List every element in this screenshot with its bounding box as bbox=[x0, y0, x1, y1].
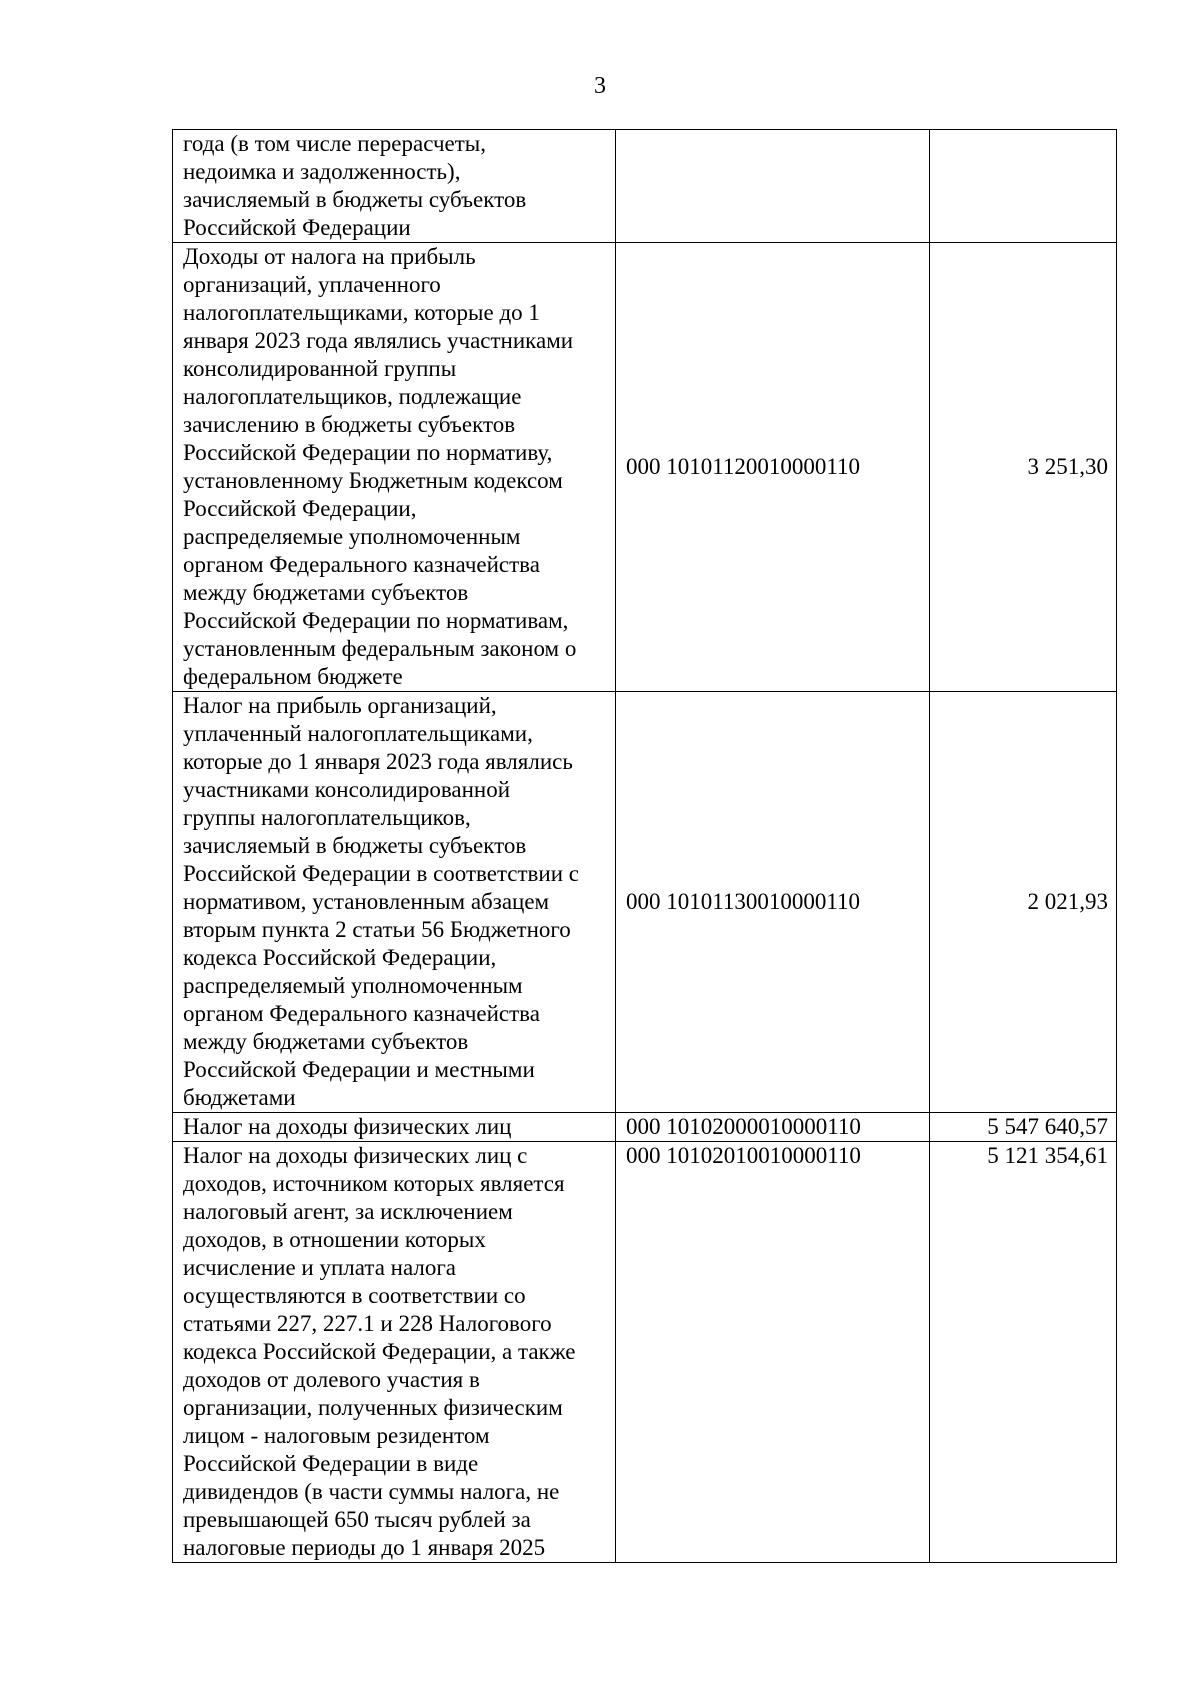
budget-classification-code: 000 10101130010000110 bbox=[616, 692, 930, 1113]
table-row bbox=[173, 130, 1117, 243]
revenue-table bbox=[172, 129, 1117, 1563]
revenue-description: Налог на доходы физических лиц bbox=[173, 1113, 616, 1142]
table-row bbox=[173, 243, 1117, 692]
revenue-description: Налог на доходы физических лиц с доходов, источником которых является налоговый агент, за исключением доходов, в отношении которых исчисление и уплата налога осуществляются в соответствии со статьями 227, 227.1 и 228 Налогового кодекса Российской Федерации, а также доходов от долевого участия в организации, полученных физическим лицом - налоговым резидентом Российской Федерации в виде дивидендов (в части суммы налога, не превышающей 650 тысяч рублей за налоговые периоды до 1 января 2025 bbox=[173, 1142, 616, 1563]
budget-classification-code: 000 10101120010000110 bbox=[616, 243, 930, 692]
revenue-description: Доходы от налога на прибыль организаций, уплаченного налогоплательщиками, которые до 1 января 2023 года являлись участниками консолидированной группы налогоплательщиков, подлежащие зачислению в бюджеты субъектов Российской Федерации по нормативу, установленному Бюджетным кодексом Российской Федерации, распределяемые уполномоченным органом Федерального казначейства между бюджетами субъектов Российской Федерации по нормативам, установленным федеральным законом о федеральном бюджете bbox=[173, 243, 616, 692]
table-row bbox=[173, 1142, 1117, 1563]
revenue-description: года (в том числе перерасчеты, недоимка и задолженность), зачисляемый в бюджеты субъектов Российской Федерации bbox=[173, 130, 616, 243]
revenue-amount: 2 021,93 bbox=[930, 692, 1117, 1113]
page-number: 3 bbox=[594, 73, 606, 99]
budget-classification-code bbox=[616, 130, 930, 243]
revenue-amount: 5 121 354,61 bbox=[930, 1142, 1117, 1563]
budget-classification-code: 000 10102010010000110 bbox=[616, 1142, 930, 1563]
budget-classification-code: 000 10102000010000110 bbox=[616, 1113, 930, 1142]
revenue-amount bbox=[930, 130, 1117, 243]
table-row bbox=[173, 1113, 1117, 1142]
table-row bbox=[173, 692, 1117, 1113]
revenue-description: Налог на прибыль организаций, уплаченный налогоплательщиками, которые до 1 января 2023 года являлись участниками консолидированной группы налогоплательщиков, зачисляемый в бюджеты субъектов Российской Федерации в соответствии с нормативом, установленным абзацем вторым пункта 2 статьи 56 Бюджетного кодекса Российской Федерации, распределяемый уполномоченным органом Федерального казначейства между бюджетами субъектов Российской Федерации и местными бюджетами bbox=[173, 692, 616, 1113]
revenue-amount: 5 547 640,57 bbox=[930, 1113, 1117, 1142]
revenue-amount: 3 251,30 bbox=[930, 243, 1117, 692]
